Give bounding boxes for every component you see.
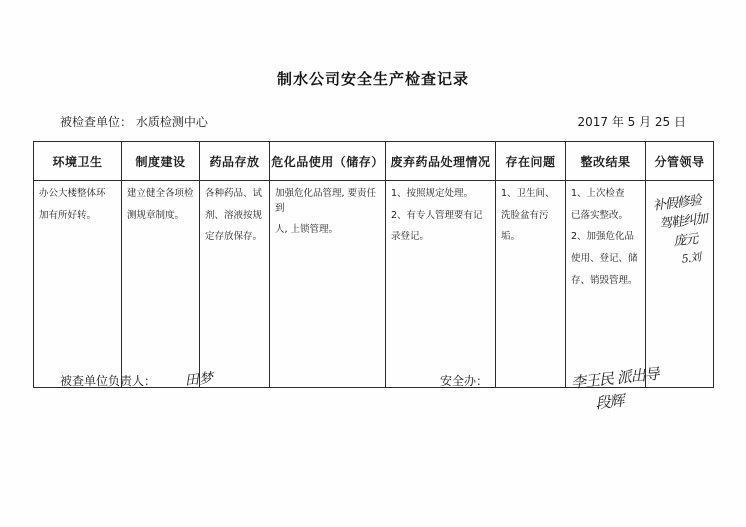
cell-line: 办公大楼整体环	[39, 188, 106, 199]
cell-line: 已落实整改。	[571, 209, 629, 221]
meta-row	[60, 113, 686, 131]
leader-signature-date: 5.刘	[680, 250, 701, 266]
header-feiqi-yaopin: 废弃药品处理情况	[386, 142, 496, 181]
cell-line: 测规章制度。	[127, 209, 185, 221]
cell-yaopin-cunfang	[200, 181, 270, 388]
cell-line: 剂、溶液按规	[205, 209, 263, 221]
leader-signature	[652, 192, 712, 270]
header-huanjing-weisheng: 环境卫生	[34, 142, 122, 181]
inspected-unit-label: 被检查单位：	[60, 115, 133, 129]
safety-office-signature-line: 段辉	[594, 391, 625, 412]
unit-responsible-label: 被查单位负责人：	[60, 374, 157, 388]
cell-huanjing-weisheng	[34, 181, 122, 388]
header-yaopin-cunfang: 药品存放	[200, 142, 270, 181]
safety-office-label: 安全办：	[440, 374, 489, 388]
inspected-unit	[60, 113, 208, 130]
cell-line: 洗脸盆有污	[501, 209, 549, 221]
cell-line: 加强危化品管理, 要责任到	[275, 188, 377, 214]
inspection-table	[33, 141, 714, 388]
cell-line: 人, 上锁管理。	[275, 224, 339, 236]
leader-signature-line: 补假修验	[652, 193, 702, 214]
unit-responsible-signature: 田梦	[184, 370, 214, 389]
header-weihuapin: 危化品使用（储存）	[270, 142, 386, 181]
cell-weihuapin	[270, 181, 386, 388]
cell-zhenggai-jieguo	[566, 181, 646, 388]
header-cunzai-wenti: 存在问题	[496, 142, 566, 181]
leader-signature-line: 庞元	[672, 231, 699, 250]
cell-line: 2、有专人管理要有记	[391, 209, 483, 221]
cell-line: 1、卫生间、	[501, 188, 555, 199]
cell-line: 2、加强危化品	[571, 231, 635, 243]
inspection-date: 2017 年 5 月 25 日	[577, 115, 686, 129]
cell-line: 1、按照规定处理。	[391, 188, 474, 199]
cell-line: 各种药品、试	[205, 188, 263, 199]
cell-cunzai-wenti	[496, 181, 566, 388]
cell-line: 使用、登记、储	[571, 253, 638, 265]
leader-signature-line: 驾鞋纠加	[658, 211, 708, 233]
header-zhenggai-jieguo: 整改结果	[566, 142, 646, 181]
cell-line: 录登记。	[391, 231, 430, 243]
cell-line: 定存放保存。	[205, 231, 263, 243]
safety-office-signature-line: 李王民 派出导	[570, 364, 660, 392]
page-title: 制水公司安全生产检查记录	[276, 70, 469, 88]
cell-line: 建立健全各项检	[127, 188, 194, 199]
safety-office-signature	[570, 363, 662, 417]
cell-line: 垢。	[501, 231, 521, 243]
table-header-row	[34, 142, 714, 181]
cell-line: 存、销毁管理。	[571, 274, 638, 286]
header-zhidu-jianshe: 制度建设	[122, 142, 200, 181]
cell-zhidu-jianshe	[122, 181, 200, 388]
inspected-unit-value: 水质检测中心	[135, 115, 208, 129]
cell-line: 加有所好转。	[39, 209, 97, 221]
header-fenguan-lingdao: 分管领导	[646, 142, 714, 181]
cell-feiqi-yaopin	[386, 181, 496, 388]
table-row	[34, 181, 714, 388]
cell-line: 1、上次检查	[571, 188, 625, 199]
